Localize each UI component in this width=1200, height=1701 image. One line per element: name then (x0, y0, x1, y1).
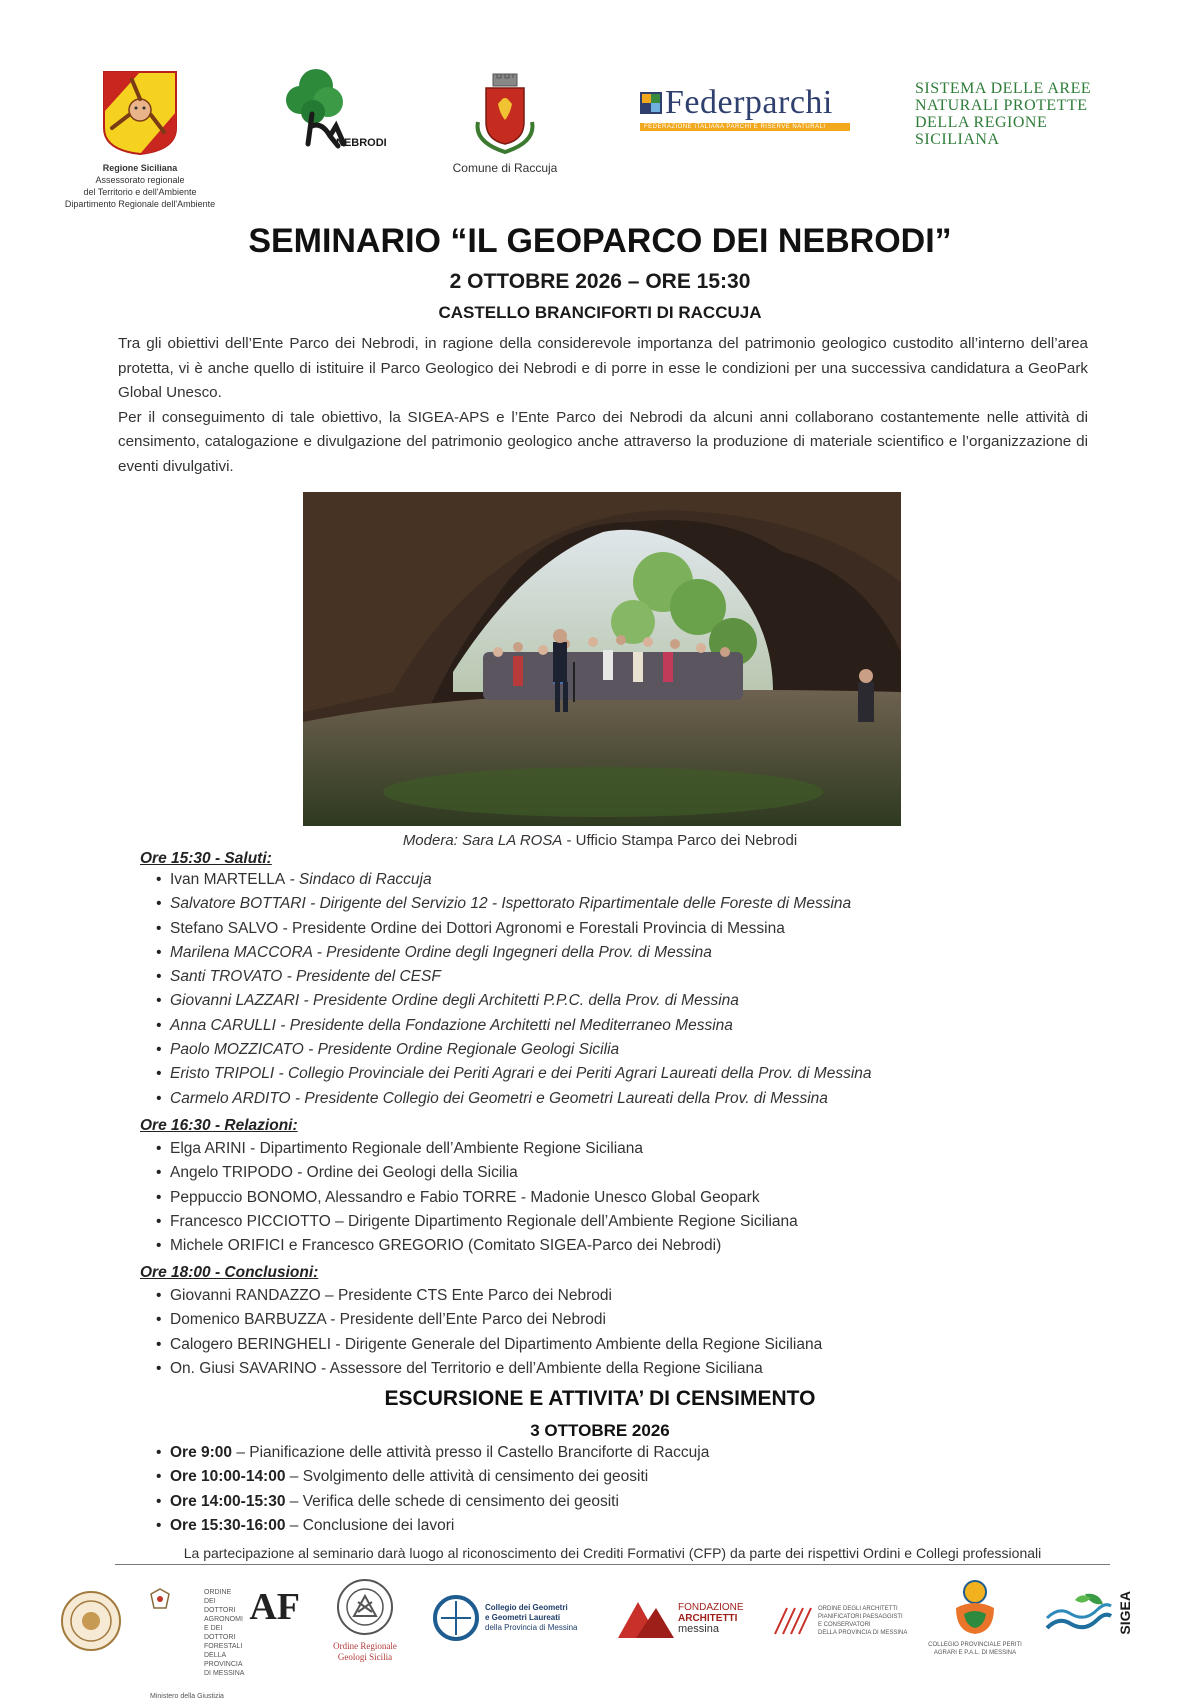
list-item: • On. Giusi SAVARINO - Assessore del Territorio e dell’Ambiente della Regione Siciliana (156, 1357, 1056, 1381)
periti-line-1: COLLEGIO PROVINCIALE PERITI (928, 1642, 1022, 1648)
list-item (156, 892, 1056, 916)
speaker-name: Stefano SALVO (170, 919, 279, 937)
trinacria-icon (102, 70, 178, 156)
nebrodi-logo-text: NEBRODI (336, 137, 387, 149)
list-item: • Michele ORIFICI e Francesco GREGORIO (Comitato SIGEA-Parco dei Nebrodi) (156, 1234, 1056, 1258)
fondazione-line-2: ARCHITETTI (678, 1612, 738, 1624)
geologi-line-2: Geologi Sicilia (337, 1652, 393, 1662)
geometri-globe-icon (433, 1595, 479, 1641)
speaker-role: - Presidente della Fondazione Architetti nel Mediterraneo Messina (275, 1016, 733, 1034)
list-item (156, 1465, 1056, 1489)
list-item (156, 1490, 1056, 1514)
list-item: • Peppuccio BONOMO, Alessandro e Fabio TORRE - Madonie Unesco Global Geopark (156, 1186, 1056, 1210)
speaker-name: Giovanni LAZZARI (170, 992, 300, 1010)
geometri-line-2: e Geometri Laureati (485, 1613, 561, 1622)
seal-icon (60, 1590, 122, 1652)
speaker-role: - Presidente Ordine Regionale Geologi Sicilia (303, 1041, 620, 1059)
speaker-role: - Presidente Ordine degli Architetti P.P.C. della Prov. di Messina (299, 992, 739, 1010)
speaker-role: - Dirigente del Servizio 12 - Ispettorato Ripartimentale delle Foreste di Messina (305, 895, 852, 913)
list-item (156, 1087, 1056, 1111)
seminar-venue: CASTELLO BRANCIFORTI DI RACCUJA (438, 303, 762, 322)
geometri-line-1: Collegio dei Geometri (485, 1603, 568, 1612)
list-item (156, 989, 1056, 1013)
federparchi-logo (640, 84, 850, 131)
speaker-name: Marilena MACCORA (170, 943, 313, 961)
activity-time: Ore 9:00 (170, 1444, 233, 1461)
ministero-caption: Ministero della Giustizia (150, 1693, 224, 1700)
list-item: • Francesco PICCIOTTO – Dirigente Dipartimento Regionale dell’Ambiente Regione Siciliana (156, 1210, 1056, 1234)
speaker-role: - Presidente del CESF (282, 968, 441, 986)
agronomi-logo (60, 1590, 122, 1657)
architetti-line-1: ORDINE DEGLI ARCHITETTI (818, 1606, 898, 1612)
tree-icon (278, 64, 387, 150)
agronomi-line-3: E DEI DOTTORI FORESTALI (204, 1625, 243, 1650)
intro-text (118, 332, 1088, 479)
list-item (156, 917, 1056, 941)
fondazione-line-1: FONDAZIONE (678, 1601, 744, 1613)
moderator-line (0, 832, 1200, 849)
relazioni-heading: Ore 16:30 - Relazioni: (140, 1117, 298, 1134)
list-item: • Giovanni RANDAZZO – Presidente CTS Ente Parco dei Nebrodi (156, 1284, 1056, 1308)
geometri-logo (433, 1595, 593, 1641)
geometri-line-3: della Provincia di Messina (485, 1623, 578, 1632)
geologi-logo (325, 1578, 405, 1663)
intro-paragraph-2: Per il conseguimento di tale obiettivo, la SIGEA-APS e l’Ente Parco dei Nebrodi da alcuni anni collaborano costantemente nelle attività di censimento, catalogazione e divulgazione del patrimonio geologico anche attraverso la produzione di materiale scientifico e l’organizzazione di eventi divulgativi. (118, 408, 1088, 475)
list-item (156, 868, 1056, 892)
comune-caption: Comune di Raccuja (452, 161, 558, 175)
speaker-name: Anna CARULLI (170, 1016, 276, 1034)
list-item: • Domenico BARBUZZA - Presidente dell’Ente Parco dei Nebrodi (156, 1308, 1056, 1332)
sigea-wordmark: SIGEA (1117, 1591, 1133, 1635)
conclusioni-list (156, 1284, 1056, 1381)
regione-line-4: Dipartimento Regionale dell'Ambiente (64, 199, 216, 209)
list-item: • Angelo TRIPODO - Ordine dei Geologi della Sicilia (156, 1161, 1056, 1185)
periti-agrari-logo (920, 1578, 1030, 1657)
periti-line-2: AGRARI E P.A.L. DI MESSINA (933, 1650, 1017, 1656)
activity-time: Ore 10:00-14:00 (170, 1468, 286, 1486)
federparchi-subtitle: FEDERAZIONE ITALIANA PARCHI E RISERVE NATURALI (640, 123, 850, 131)
fondazione-architetti-logo (618, 1598, 748, 1638)
federparchi-wordmark: Federparchi (665, 84, 833, 121)
sistema-aree-protette-logo (915, 80, 1135, 148)
list-item (156, 941, 1056, 965)
periti-emblem-icon (952, 1578, 998, 1636)
speaker-role: - Presidente Collegio dei Geometri e Geometri Laureati della Prov. di Messina (290, 1089, 828, 1107)
af-monogram-icon: AF (249, 1586, 300, 1628)
cfp-footnote: La partecipazione al seminario darà luogo al riconoscimento dei Crediti Formativi (CFP) da parte dei rispettivi Ordini e Collegi professionali (115, 1545, 1110, 1565)
saluti-list (156, 868, 1056, 1111)
geologi-seal-icon (336, 1578, 394, 1636)
list-item (156, 1441, 1056, 1465)
activity-text: – Svolgimento delle attività di censimento dei geositi (285, 1468, 649, 1486)
sigea-logo (1045, 1590, 1145, 1636)
activity-time: Ore 14:00-15:30 (170, 1492, 286, 1510)
moderator-role: - Ufficio Stampa Parco dei Nebrodi (562, 832, 798, 849)
sigea-wave-icon (1045, 1590, 1113, 1636)
excursion-title: ESCURSIONE E ATTIVITA’ DI CENSIMENTO (384, 1387, 816, 1410)
speaker-role: - Collegio Provinciale dei Periti Agrari e dei Periti Agrari Laureati della Prov. di Messina (274, 1065, 872, 1083)
activity-text: – Conclusione dei lavori (285, 1516, 455, 1534)
regione-line-1: Regione Siciliana (102, 163, 178, 173)
activity-text: – Pianificazione delle attività presso il Castello Branciforte di Raccuja (232, 1444, 710, 1461)
moderator-name: Modera: Sara LA ROSA (402, 832, 563, 849)
speaker-name: Paolo MOZZICATO (170, 1041, 304, 1059)
comune-raccuja-logo (435, 72, 575, 174)
list-item: • Elga ARINI - Dipartimento Regionale dell’Ambiente Regione Siciliana (156, 1137, 1056, 1161)
agronomi-line-1: ORDINE (204, 1589, 232, 1596)
excursion-date: 3 OTTOBRE 2026 (530, 1421, 670, 1440)
relazioni-list (156, 1137, 1056, 1258)
seminar-title: SEMINARIO “IL GEOPARCO DEI NEBRODI” (248, 222, 952, 260)
emblem-icon (150, 1588, 170, 1610)
agronomi-line-2: DEI DOTTORI AGRONOMI (204, 1598, 243, 1623)
activity-text: – Verifica delle schede di censimento dei geositi (285, 1492, 619, 1510)
architetti-line-3: E CONSERVATORI (818, 1622, 871, 1628)
conclusioni-heading: Ore 18:00 - Conclusioni: (140, 1264, 319, 1281)
speaker-role: - Sindaco di Raccuja (285, 871, 432, 888)
agronomi-line-4: DELLA PROVINCIA DI MESSINA (204, 1652, 245, 1677)
activity-time: Ore 15:30-16:00 (170, 1516, 286, 1534)
coat-of-arms-icon (470, 72, 540, 156)
list-item (156, 1514, 1056, 1538)
ministero-logo (150, 1588, 300, 1701)
parco-nebrodi-logo (278, 64, 387, 155)
fondazione-line-3: messina (678, 1622, 719, 1635)
speaker-name: Eristo TRIPOLI (170, 1065, 275, 1083)
speaker-name: Carmelo ARDITO (170, 1089, 291, 1107)
architetti-lines-icon (773, 1606, 813, 1636)
sistema-line-3: DELLA REGIONE SICILIANA (915, 114, 1048, 148)
sistema-line-2: NATURALI PROTETTE (915, 97, 1088, 114)
architetti-line-4: DELLA PROVINCIA DI MESSINA (818, 1630, 908, 1636)
speaker-name: Ivan MARTELLA (170, 871, 286, 888)
fondazione-mark-icon (618, 1598, 674, 1638)
cave-photo (303, 492, 901, 826)
speaker-name: Santi TROVATO (170, 968, 283, 986)
list-item (156, 1062, 1056, 1086)
list-item (156, 1014, 1056, 1038)
sistema-line-1: SISTEMA DELLE AREE (915, 80, 1092, 97)
saluti-heading: Ore 15:30 - Saluti: (140, 850, 272, 867)
architetti-line-2: PIANIFICATORI PAESAGGISTI (818, 1614, 903, 1620)
seminar-date: 2 OTTOBRE 2026 – ORE 15:30 (449, 270, 751, 293)
geologi-line-1: Ordine Regionale (333, 1641, 397, 1651)
federparchi-flag-icon (640, 92, 662, 114)
regione-line-3: del Territorio e dell'Ambiente (83, 187, 197, 197)
speaker-role: - Presidente Ordine dei Dottori Agronomi e Forestali Provincia di Messina (278, 919, 785, 937)
excursion-list (156, 1441, 1056, 1538)
list-item: • Calogero BERINGHELI - Dirigente Generale del Dipartimento Ambiente della Regione Siciliana (156, 1333, 1056, 1357)
list-item (156, 1038, 1056, 1062)
speaker-role: - Presidente Ordine degli Ingegneri della Prov. di Messina (312, 943, 712, 961)
list-item (156, 965, 1056, 989)
ordine-architetti-logo (773, 1605, 913, 1637)
regione-line-2: Assessorato regionale (95, 175, 185, 185)
regione-siciliana-logo (55, 70, 225, 210)
speaker-name: Salvatore BOTTARI (170, 895, 306, 913)
intro-paragraph-1: Tra gli obiettivi dell’Ente Parco dei Nebrodi, in ragione della considerevole importanza del patrimonio geologico custodito all’interno dell’area protetta, vi è anche quello di istituire il Parco Geologico dei Nebrodi e di porre in esse le condizioni per una successiva candidatura a GeoPark Global Unesco. (118, 335, 1088, 401)
